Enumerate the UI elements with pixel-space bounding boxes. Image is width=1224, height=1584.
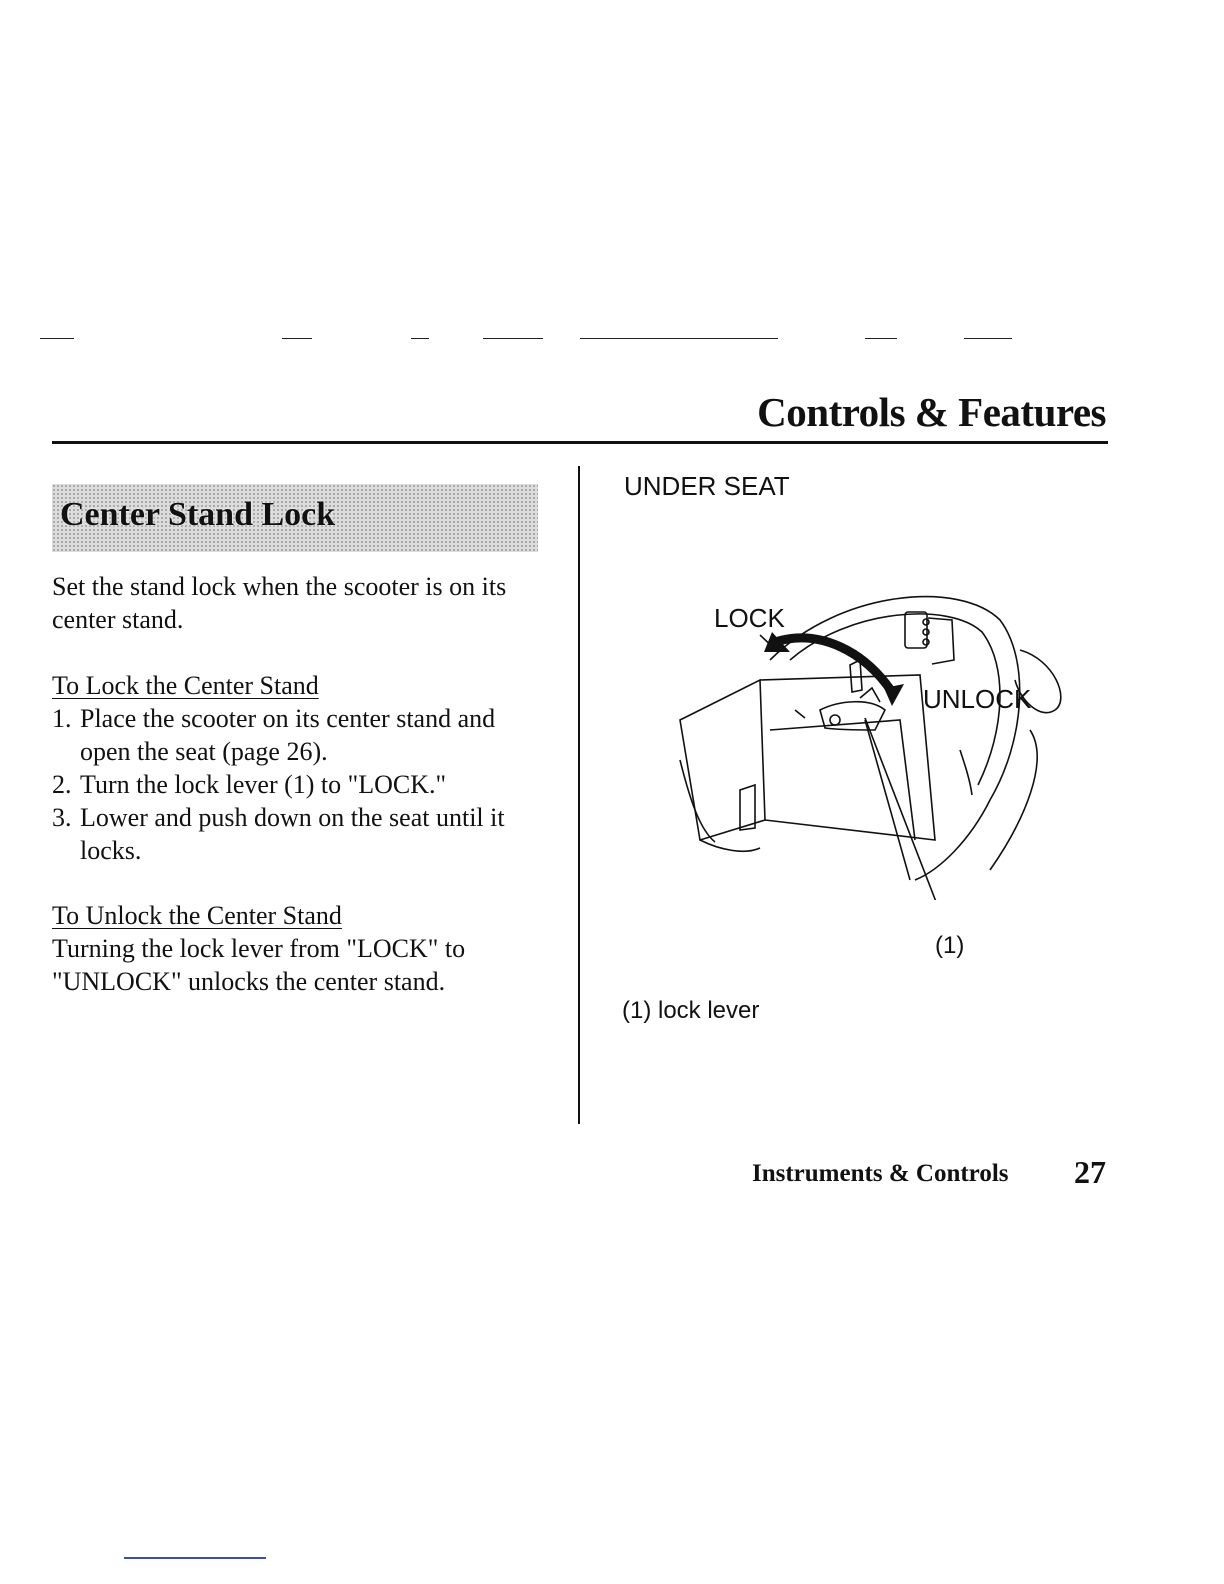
list-item (52, 801, 552, 867)
decor-dash (411, 338, 429, 339)
decor-dash (282, 338, 312, 339)
decor-dash (483, 338, 543, 339)
page-number: 27 (1074, 1154, 1106, 1190)
unlock-label: UNLOCK (923, 684, 1032, 714)
callout-number: (1) (935, 932, 965, 959)
step-number: 2. (52, 770, 72, 799)
figure-heading: UNDER SEAT (624, 471, 790, 501)
list-item (52, 768, 552, 801)
list-item (52, 702, 552, 768)
intro-paragraph: Set the stand lock when the scooter is on its center stand. (52, 572, 507, 634)
step-number: 1. (52, 704, 72, 733)
step-number: 3. (52, 803, 72, 832)
column-divider (578, 466, 580, 1124)
decor-dash (865, 338, 897, 339)
decor-dash (580, 338, 778, 339)
decor-dash (964, 338, 1012, 339)
lock-steps-list (52, 702, 552, 867)
section-title: Center Stand Lock (60, 496, 336, 533)
unlock-heading: To Unlock the Center Stand (52, 901, 342, 930)
footer-section-title: Instruments & Controls (752, 1160, 1009, 1187)
decor-dash (40, 338, 74, 339)
lock-label: LOCK (714, 603, 785, 633)
step-text: Lower and push down on the seat until it locks. (80, 803, 505, 865)
step-text: Turn the lock lever (1) to "LOCK." (80, 770, 447, 799)
unlock-paragraph: Turning the lock lever from "LOCK" to "UNLOCK" unlocks the center stand. (52, 934, 466, 996)
decor-line (124, 1557, 266, 1559)
figure-caption: (1) lock lever (622, 997, 760, 1024)
lock-heading: To Lock the Center Stand (52, 671, 319, 700)
step-text: Place the scooter on its center stand and open the seat (page 26). (80, 704, 496, 766)
header-rule (52, 441, 1108, 444)
page-title: Controls & Features (757, 389, 1106, 435)
